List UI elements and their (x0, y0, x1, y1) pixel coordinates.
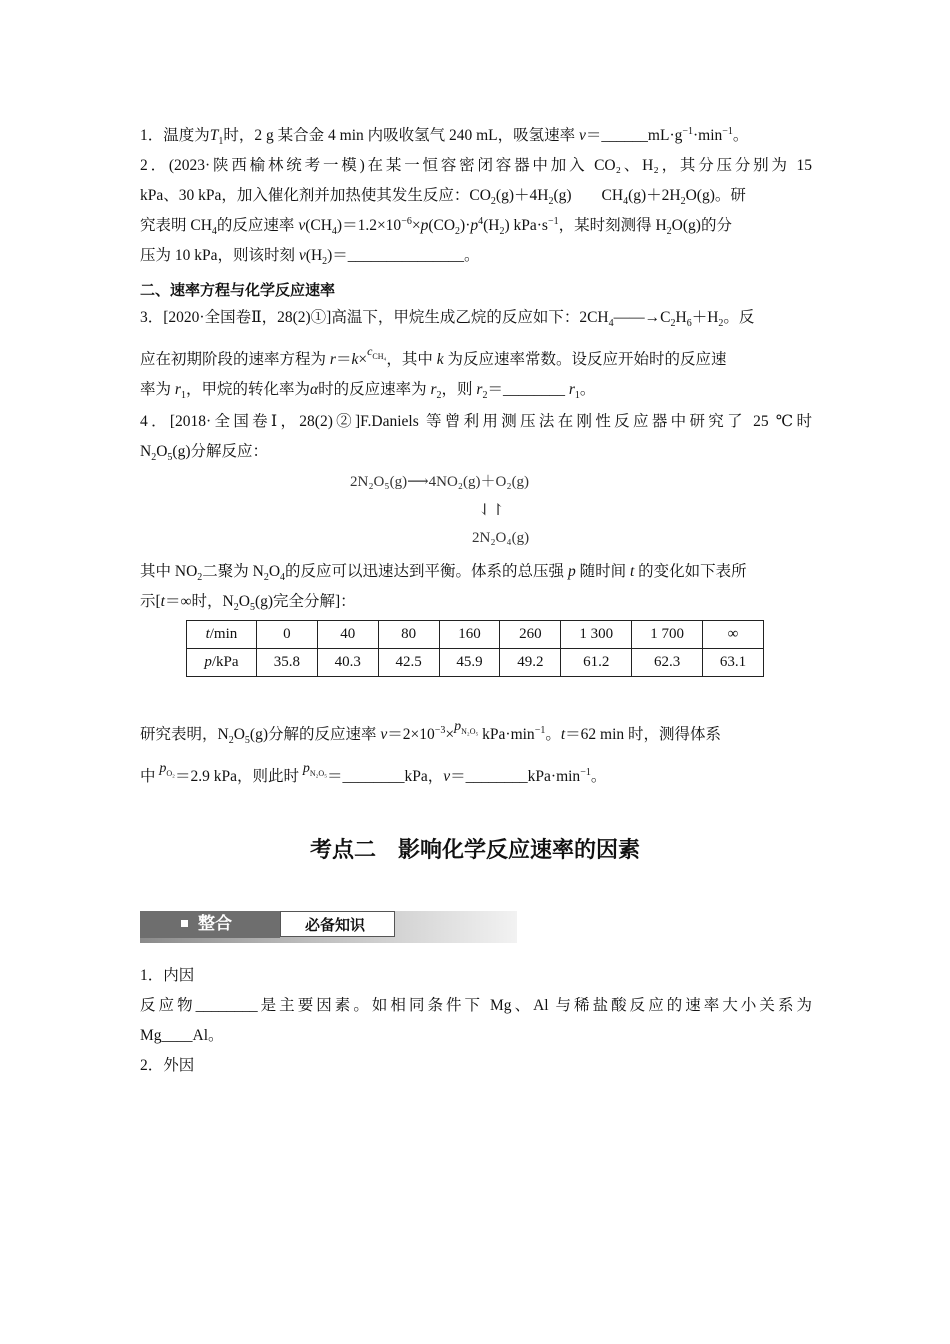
table-row-time (187, 621, 764, 649)
table-cell: 35.8 (256, 649, 317, 677)
question-3-line-3: 率为 $r_1$，甲烷的转化率为α时的反应速率为 $r_2$，则 $r_2=\_\_\_\_\_\_\_\_$ $r_1$。 (140, 381, 596, 402)
question-4-line-6: 中 $p^{O_2}=2.9$ kPa，则此时 $p^{N_2O_5}=\_\_\_\_\_\_\_\_kPa$，$v=\_\_\_\_\_\_\_\_kPa\cdot\min^{-1}$。 (140, 761, 607, 785)
paragraph-internal-factor: 1．内因 (140, 967, 195, 984)
table-cell: 40 (317, 621, 378, 649)
table-cell: 80 (378, 621, 439, 649)
question-2-line-1: 2．(2023·陕西榆林统考一模)在某一恒容密闭容器中加入 CO₂、H₂，其分压分别为 15 (140, 157, 812, 174)
question-4-line-2: $N_2O_5(g)$分解反应： (140, 443, 268, 464)
paragraph-external-factor: 2．外因 (140, 1057, 195, 1074)
banner-light-label: 必备知识 (280, 911, 395, 937)
table-cell: 45.9 (439, 649, 500, 677)
table-cell: 61.2 (561, 649, 632, 677)
question-4-line-4: 示[t＝∞时，$N_2O_5(g)$完全分解]： (140, 593, 356, 614)
table-cell: 62.3 (632, 649, 703, 677)
table-cell: ∞ (703, 621, 764, 649)
question-2-line-2: kPa、30 kPa，加入催化剂并加热使其发生反应：$CO_2(g)+4H_2(g)$ $CH_4(g)+2H_2O(g)$。研 (140, 187, 746, 208)
table-cell: 42.5 (378, 649, 439, 677)
table-row-pressure (187, 649, 764, 677)
table-cell: 160 (439, 621, 500, 649)
section-banner (140, 911, 517, 943)
table-cell: 63.1 (703, 649, 764, 677)
question-1: 1．温度为$T_1$时，2 g 某合金 4 min 内吸收氢气 240 mL，吸氢速率 $v=\_\_\_\_\_\_mL\cdot g^{-1}\cdot\min^{-1}$。 (140, 125, 749, 148)
table-cell: 40.3 (317, 649, 378, 677)
reaction-equation-dimer: 2N₂O₄(g) (472, 530, 530, 546)
section-heading-rate-equation: 二、速率方程与化学反应速率 (140, 281, 336, 299)
question-4-line-3: 其中 $NO_2$二聚为 $N_2O_4$的反应可以迅速达到平衡。体系的总压强 p 随时间 t 的变化如下表所 (140, 563, 747, 584)
banner-dark-label: 整合 (140, 911, 280, 938)
table-header-time: t/min (187, 621, 257, 649)
table-cell: 1 700 (632, 621, 703, 649)
paragraph-mg-al: Mg____Al。 (140, 1027, 224, 1044)
table-header-pressure: p/kPa (187, 649, 257, 677)
table-cell: 260 (500, 621, 561, 649)
question-4-line-1: 4．[2018·全国卷Ⅰ，28(2)②]F.Daniels 等曾利用测压法在刚性反应器中研究了 25 ℃时 (140, 413, 812, 430)
question-2-line-4: 压为 10 kPa，则该时刻 $v(H_2)=\_\_\_\_\_\_\_\_\_\_\_\_\_\_\_$。 (140, 247, 480, 268)
equilibrium-arrow-icon: ⇃↾ (478, 502, 505, 519)
table-cell: 0 (256, 621, 317, 649)
question-3-line-2: 应在初期阶段的速率方程为 r＝k×$^{cCH_4}$，其中 k 为反应速率常数。设反应开始时的反应速 (140, 344, 727, 368)
square-bullet-icon (181, 920, 188, 927)
question-3-line-1: 3．[2020·全国卷Ⅱ，28(2)①]高温下，甲烷生成乙烷的反应如下：$2CH_4――\to C_2H_6+H_2$。反 (140, 309, 755, 330)
question-2-line-3: 究表明 $CH_4$的反应速率 $v(CH_4)=1.2\times 10^{-6}\times p(CO_2)\cdot p^4(H_2)$ $kPa\cdot s^{-1}$，某时刻测得 $H_2O(g)$的分 (140, 215, 732, 238)
table-cell: 49.2 (500, 649, 561, 677)
question-4-line-5: 研究表明，$N_2O_5(g)$分解的反应速率 $v=2\times 10^{-3}\times p^{N_2O_5}$ $kPa\cdot\min^{-1}$。t＝62 min 时，测得体系 (140, 719, 722, 747)
table-cell: 1 300 (561, 621, 632, 649)
reaction-equation-main: 2N₂O₅(g)⟶4NO₂(g)＋O₂(g) (350, 474, 530, 490)
pressure-time-table (186, 620, 764, 677)
paragraph-reactant: 反应物________是主要因素。如相同条件下 Mg、Al 与稀盐酸反应的速率大小关系为 (140, 997, 812, 1014)
topic-heading: 考点二 影响化学反应速率的因素 (309, 838, 640, 863)
